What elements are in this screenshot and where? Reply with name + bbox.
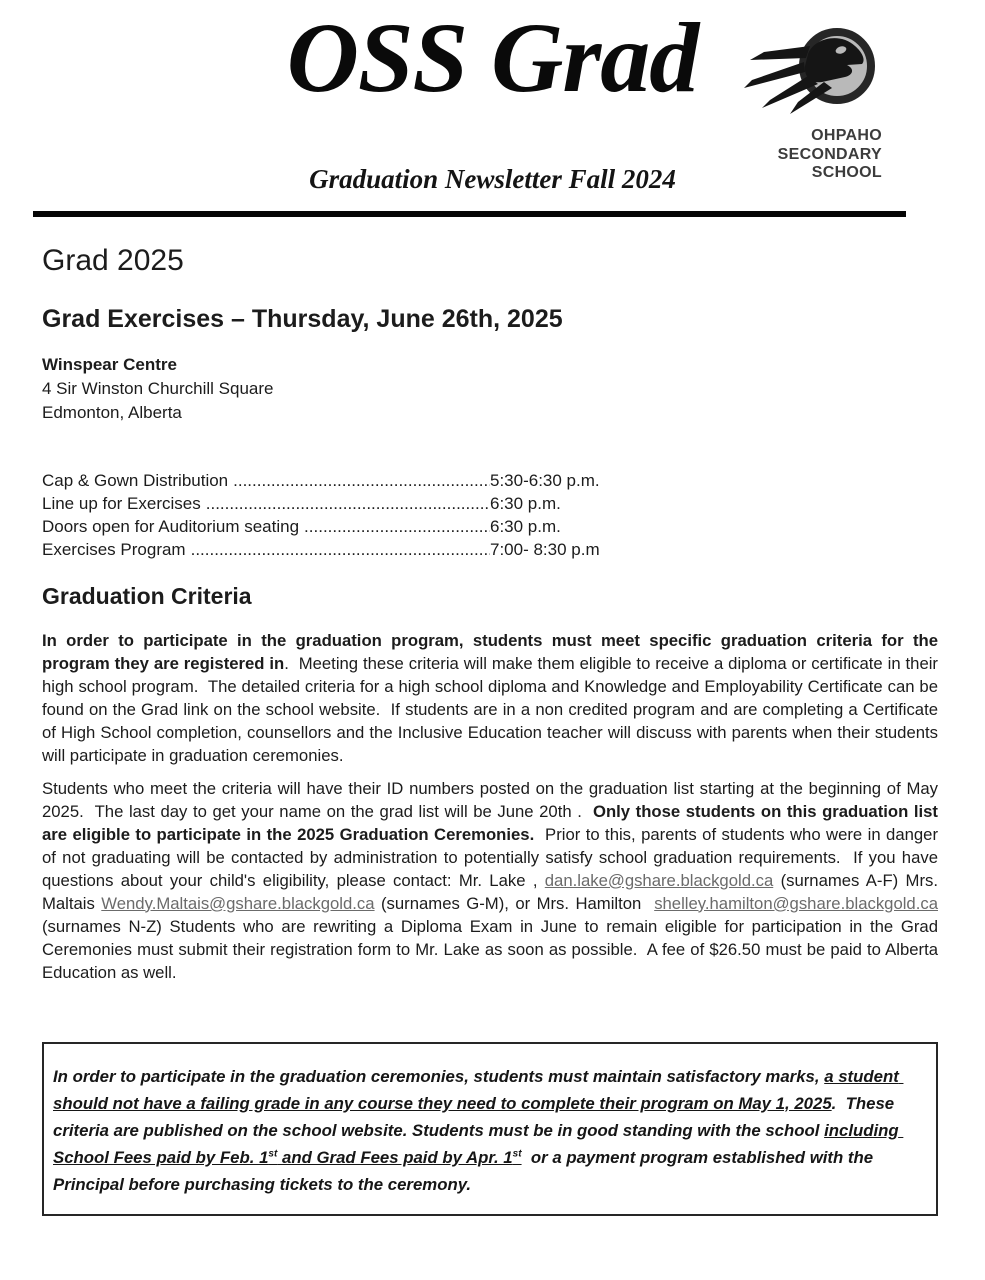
schedule-time: 6:30 p.m.: [490, 494, 561, 514]
graduation-criteria-heading: Graduation Criteria: [42, 583, 252, 610]
school-name-line: SCHOOL: [811, 164, 882, 182]
grad-year-heading: Grad 2025: [42, 244, 184, 277]
venue-address-line: Edmonton, Alberta: [42, 403, 182, 423]
newsletter-title: OSS Grad: [286, 2, 699, 113]
document-body: [0, 244, 985, 1216]
text-segment: In order to participate in the graduation ceremonies, students must maintain satisfactory marks,: [53, 1066, 825, 1086]
text-segment: (surnames N-Z) Students who are rewriting a Diploma Exam in June to remain eligible for participation in the Grad Ceremonies must submit their registration form to Mr. Lake as soon as possible. A fee of $26.50 must be paid to Alberta Education as well.: [42, 893, 948, 982]
text-segment: Students who meet the criteria will have their ID numbers posted on the graduation list starting at the beginning of May 2025. The last day to get your name on the grad list will be June 20th .: [42, 778, 943, 821]
schedule-list: [42, 469, 938, 561]
school-name: [742, 127, 882, 183]
text-segment: (surnames G-M), or Mrs. Hamilton: [374, 893, 655, 913]
school-name-line: OHPAHO: [811, 127, 882, 144]
text-segment: (surnames A-F) Mrs. Maltais: [42, 870, 943, 913]
grad-exercises-heading: Grad Exercises – Thursday, June 26th, 2025: [42, 304, 563, 333]
newsletter-subtitle: Graduation Newsletter Fall 2024: [309, 164, 676, 194]
text-segment: Prior to this, parents of students who were in danger of not graduating will be contacted by administration to potentially satisfy school graduation requirements. If you have questions about your child's eligibility, please contact: Mr. Lake ,: [42, 824, 943, 890]
school-name-line: SECONDARY: [777, 145, 882, 163]
email-link-maltais[interactable]: Wendy.Maltais@gshare.blackgold.ca: [101, 893, 375, 913]
schedule-time: 5:30-6:30 p.m.: [490, 471, 600, 491]
schedule-time: 7:00- 8:30 p.m: [490, 540, 600, 560]
schedule-row: [42, 538, 938, 561]
superscript-st: st: [512, 1148, 522, 1160]
text-segment-bold: In order to participate in the graduation program, students must meet specific graduation criteria for the program they are registered in: [42, 630, 943, 673]
text-segment: or a payment program established with the Principal before purchasing tickets to the ceremony.: [53, 1147, 878, 1194]
dot-leader: [233, 469, 490, 492]
schedule-row: [42, 515, 938, 538]
text-segment: . Meeting these criteria will make them eligible to receive a diploma or certificate in their high school program. The detailed criteria for a high school diploma and Knowledge and Employability Certificate can be found on the Grad link on the school website. If students are in a non credited program and are completing a Certificate of High School completion, counsellors and the Inclusive Education teacher will discuss with parents when their students will participate in graduation ceremonies.: [42, 653, 943, 765]
text-segment-underlined: a student should not have a failing grade in any course they need to complete their program on May 1, 2025: [53, 1066, 904, 1113]
text-segment: . These criteria are published on the school website. Students must be in good standing with the school: [53, 1093, 899, 1140]
venue-address-line: 4 Sir Winston Churchill Square: [42, 379, 274, 399]
falcon-logo-icon: [742, 24, 882, 119]
schedule-label: Line up for Exercises: [42, 494, 201, 514]
venue-block: [42, 353, 938, 425]
schedule-time: 6:30 p.m.: [490, 517, 561, 537]
text-segment: including School Fees paid by Feb. 1: [53, 1120, 904, 1167]
eligibility-notice-box: [42, 1042, 938, 1216]
superscript-st: st: [268, 1148, 278, 1160]
schedule-row: [42, 492, 938, 515]
email-link-hamilton[interactable]: shelley.hamilton@gshare.blackgold.ca: [654, 893, 938, 913]
schedule-row: [42, 469, 938, 492]
text-segment-bold: Only those students on this graduation list are eligible to participate in the 2025 Graduation Ceremonies.: [42, 801, 943, 844]
schedule-label: Exercises Program: [42, 540, 186, 560]
dot-leader: [191, 538, 490, 561]
masthead: [0, 0, 985, 217]
horizontal-rule: [33, 211, 906, 217]
school-logo: [742, 24, 882, 183]
text-segment: and Grad Fees paid by Apr. 1: [277, 1147, 513, 1167]
venue-name: Winspear Centre: [42, 355, 177, 375]
criteria-paragraph-2: [42, 777, 948, 984]
dot-leader: [206, 492, 490, 515]
schedule-label: Doors open for Auditorium seating: [42, 517, 300, 537]
email-link-lake[interactable]: dan.lake@gshare.blackgold.ca: [544, 870, 774, 890]
schedule-label: Cap & Gown Distribution: [42, 471, 229, 491]
criteria-paragraph-1: [42, 629, 943, 767]
dot-leader: [304, 515, 490, 538]
